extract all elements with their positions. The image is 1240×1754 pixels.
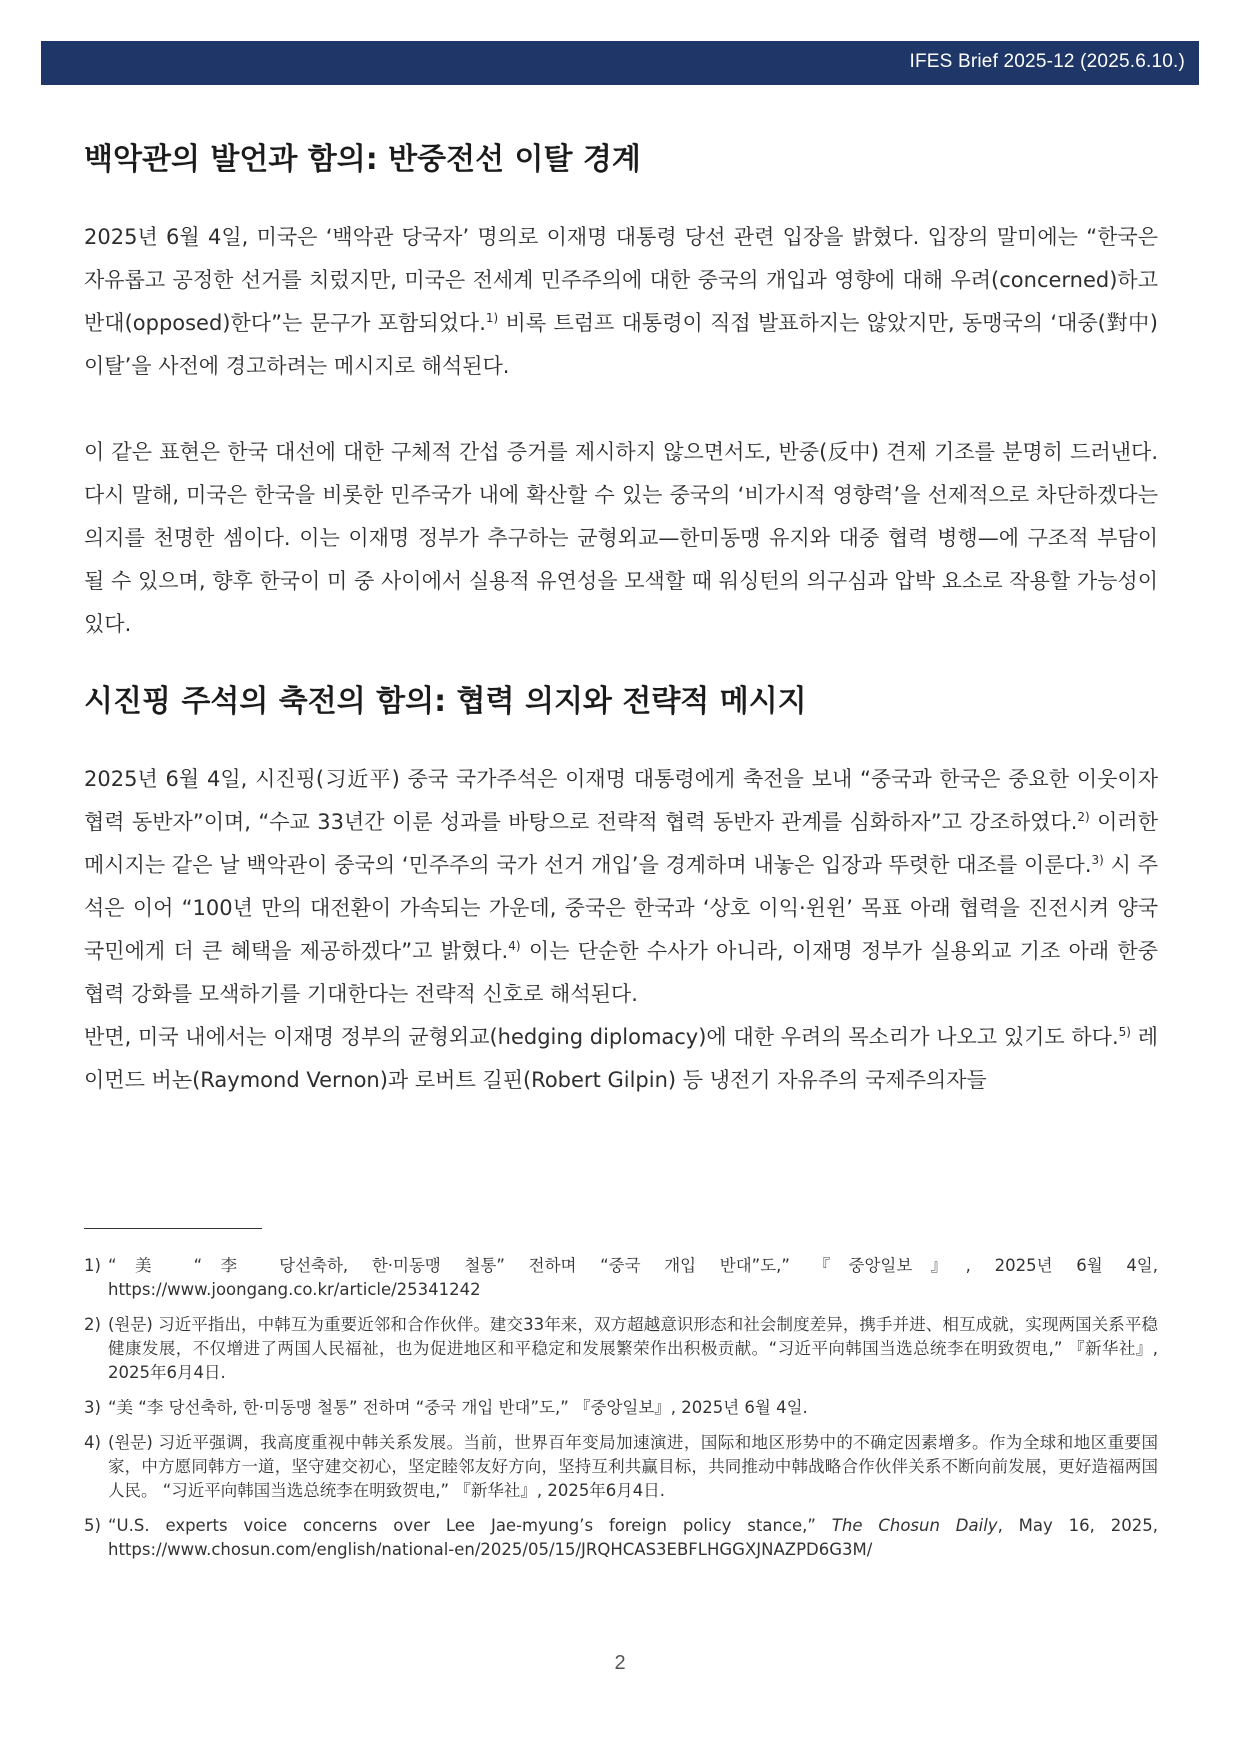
paragraph-text: 반면, 미국 내에서는 이재명 정부의 균형외교(hedging diplomacy)에 대한 우려의 목소리가 나오고 있기도 하다. — [84, 1025, 1119, 1049]
footnote-text: “美 “李 당선축하, 한·미동맹 철통” 전하며 “중국 개입 반대”도,” 『중앙일보』, 2025년 6월 4일, https://www.joongang.co.kr/article/25341242 — [108, 1256, 1158, 1299]
footnote-number: 1) — [84, 1256, 101, 1275]
footnotes — [84, 1254, 1158, 1573]
footnote-ref-3[interactable]: 3) — [1091, 853, 1104, 867]
footnote-text-part: “U.S. experts voice concerns over Lee Jae-myung’s foreign policy stance,” — [108, 1516, 832, 1535]
brief-label: IFES Brief 2025-12 (2025.6.10.) — [909, 51, 1185, 72]
paragraph-text: 비록 트럼프 대통령이 직접 발표하지는 않았지만, 동맹국의 ‘대중(對中) 이탈’을 사전에 경고하려는 메시지로 해석된다. — [84, 311, 1158, 378]
page-number: 2 — [614, 1652, 626, 1674]
footnote-url[interactable]: , May 16, 2025, https://www.chosun.com/english/national-en/2025/05/15/JRQHCAS3EBFLHGGXJNAZPD6G3M/ — [108, 1516, 1158, 1559]
footnote-number: 2) — [84, 1315, 101, 1334]
paragraph-text: 시 주석은 이어 “100년 만의 대전환이 가속되는 가운데, 중국은 한국과 ‘상호 이익·윈윈’ 목표 아래 협력을 진전시켜 양국 국민에게 더 큰 혜택을 제공하겠다”고 밝혔다. — [84, 853, 1158, 963]
header-band — [41, 41, 1199, 85]
footnote-number: 4) — [84, 1433, 101, 1452]
footnote-text — [108, 1514, 1158, 1562]
paragraph-text: 2025년 6월 4일, 미국은 ‘백악관 당국자’ 명의로 이재명 대통령 당선 관련 입장을 밝혔다. 입장의 말미에는 “한국은 자유롭고 공정한 선거를 치렀지만, 미국은 전세계 민주주의에 대한 중국의 개입과 영향에 대해 우려(concerned)하고 반대(opposed)한다”는 문구가 포함되었다. — [84, 225, 1158, 335]
footnote-1 — [84, 1254, 1158, 1302]
paragraph-text: 2025년 6월 4일, 시진핑(习近平) 중국 국가주석은 이재명 대통령에게 축전을 보내 “중국과 한국은 중요한 이웃이자 협력 동반자”이며, “수교 33년간 이룬 성과를 바탕으로 전략적 협력 동반자 관계를 심화하자”고 강조하였다. — [84, 767, 1158, 834]
footnote-number: 3) — [84, 1398, 101, 1417]
paragraph-text: 레이먼드 버논(Raymond Vernon)과 로버트 길핀(Robert Gilpin) 등 냉전기 자유주의 국제주의자들 — [84, 1025, 1158, 1092]
footnote-4 — [84, 1431, 1158, 1503]
footnote-text: (원문) 习近平强调，我高度重视中韩关系发展。当前，世界百年变局加速演进，国际和地区形势中的不确定因素增多。作为全球和地区重要国家，中方愿同韩方一道，坚守建交初心，坚定睦邻友好方向，坚持互利共赢目标，共同推动中韩战略合作伙伴关系不断向前发展，更好造福两国人民。 “习近平向韩国当选总统李在明致贺电,” 『新华社』, 2025年6月4日. — [108, 1433, 1158, 1500]
footnote-text: (원문) 习近平指出，中韩互为重要近邻和合作伙伴。建交33年来，双方超越意识形态和社会制度差异，携手并进、相互成就，实现两国关系平稳健康发展，不仅增进了两国人民福祉，也为促进地区和平稳定和发展繁荣作出积极贡献。“习近平向韩国当选总统李在明致贺电,” 『新华社』, 2025年6月4日. — [108, 1315, 1158, 1382]
paragraph-us-concerns — [84, 1016, 1158, 1102]
footnote-ref-2[interactable]: 2) — [1077, 810, 1090, 824]
paragraph-text: 이는 단순한 수사가 아니라, 이재명 정부가 실용외교 기조 아래 한중 협력 강화를 모색하기를 기대한다는 전략적 신호로 해석된다. — [84, 939, 1159, 1006]
footnote-ref-4[interactable]: 4) — [508, 939, 521, 953]
footnote-2 — [84, 1313, 1158, 1385]
footnote-divider — [84, 1228, 262, 1229]
footnote-ref-1[interactable]: 1) — [485, 311, 499, 325]
footnote-5 — [84, 1514, 1158, 1562]
main-content — [84, 130, 1158, 1102]
footnote-3 — [84, 1396, 1158, 1420]
paragraph-whitehouse-statement — [84, 216, 1158, 388]
paragraph-text: 이러한 메시지는 같은 날 백악관이 중국의 ‘민주주의 국가 선거 개입’을 경계하며 내놓은 입장과 뚜렷한 대조를 이룬다. — [84, 810, 1158, 877]
footnote-journal-name: The Chosun Daily — [831, 1516, 998, 1535]
paragraph-xi-telegram — [84, 758, 1158, 1016]
footnote-number: 5) — [84, 1516, 101, 1535]
section-title-whitehouse: 백악관의 발언과 함의: 반중전선 이탈 경계 — [84, 142, 641, 177]
paragraph-anti-china-stance: 이 같은 표현은 한국 대선에 대한 구체적 간섭 증거를 제시하지 않으면서도, 반중(反中) 견제 기조를 분명히 드러낸다. 다시 말해, 미국은 한국을 비롯한 민주국가 내에 확산할 수 있는 중국의 ‘비가시적 영향력’을 선제적으로 차단하겠다는 의지를 천명한 셈이다. 이는 이재명 정부가 추구하는 균형외교—한미동맹 유지와 대중 협력 병행—에 구조적 부담이 될 수 있으며, 향후 한국이 미 중 사이에서 실용적 유연성을 모색할 때 워싱턴의 의구심과 압박 요소로 작용할 가능성이 있다. — [84, 440, 1158, 636]
footnote-ref-5[interactable]: 5) — [1118, 1025, 1131, 1039]
footnote-text: “美 “李 당선축하, 한·미동맹 철통” 전하며 “중국 개입 반대”도,” 『중앙일보』, 2025년 6월 4일. — [108, 1398, 808, 1417]
section-title-xi-message: 시진핑 주석의 축전의 함의: 협력 의지와 전략적 메시지 — [84, 684, 807, 719]
